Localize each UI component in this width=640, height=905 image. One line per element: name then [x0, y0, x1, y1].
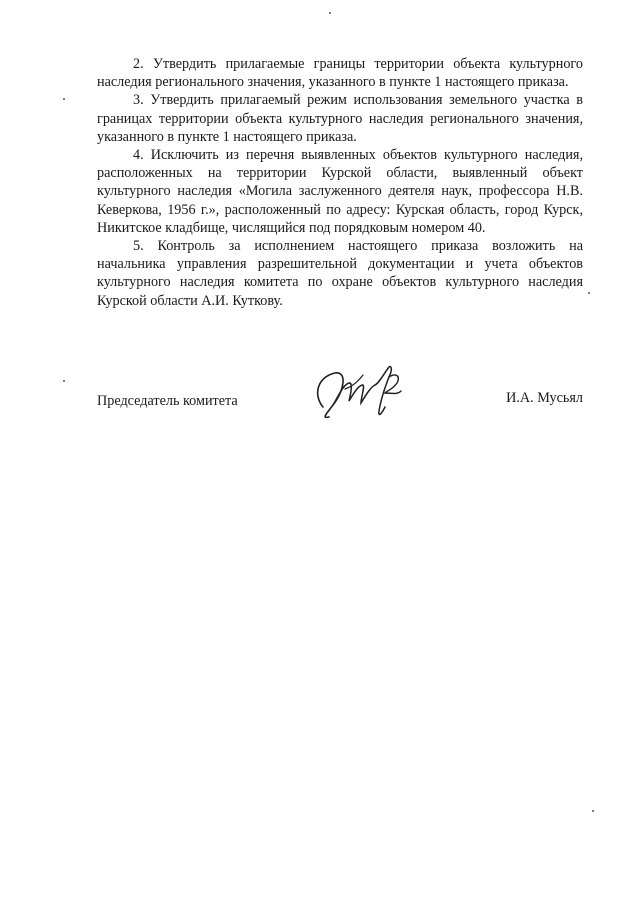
signatory-title: Председатель комитета — [97, 393, 238, 409]
signatory-name: И.А. Мусьял — [506, 390, 583, 406]
paragraph-2: 2. Утвердить прилагаемые границы территории объекта культурного наследия регионального значения, указанного в пункте 1 настоящего приказа. — [97, 56, 583, 91]
paragraph-5: 5. Контроль за исполнением настоящего приказа возложить на начальника управления разрешительной документации и учета объектов культурного наследия комитета по охране объектов культурного наследия Курской области А.И. Куткову. — [97, 238, 583, 309]
document-body — [97, 55, 583, 310]
signature-block — [97, 355, 583, 435]
scan-speck — [329, 12, 331, 14]
paragraph-4: 4. Исключить из перечня выявленных объектов культурного наследия, расположенных на территории Курской области, выявленный объект культурного наследия «Могила заслуженного деятеля наук, профессора Н.В. Кеверкова, 1956 г.», расположенный по адресу: Курская область, город Курск, Никитское кладбище, числящийся под порядковым номером 40. — [97, 147, 583, 236]
scan-speck — [63, 98, 65, 100]
handwritten-signature — [305, 355, 415, 435]
paragraph-3: 3. Утвердить прилагаемый режим использования земельного участка в границах территории объекта культурного наследия регионального значения, указанного в пункте 1 настоящего приказа. — [97, 92, 583, 145]
scan-speck — [592, 810, 594, 812]
scan-speck — [588, 292, 590, 294]
scan-speck — [63, 380, 65, 382]
